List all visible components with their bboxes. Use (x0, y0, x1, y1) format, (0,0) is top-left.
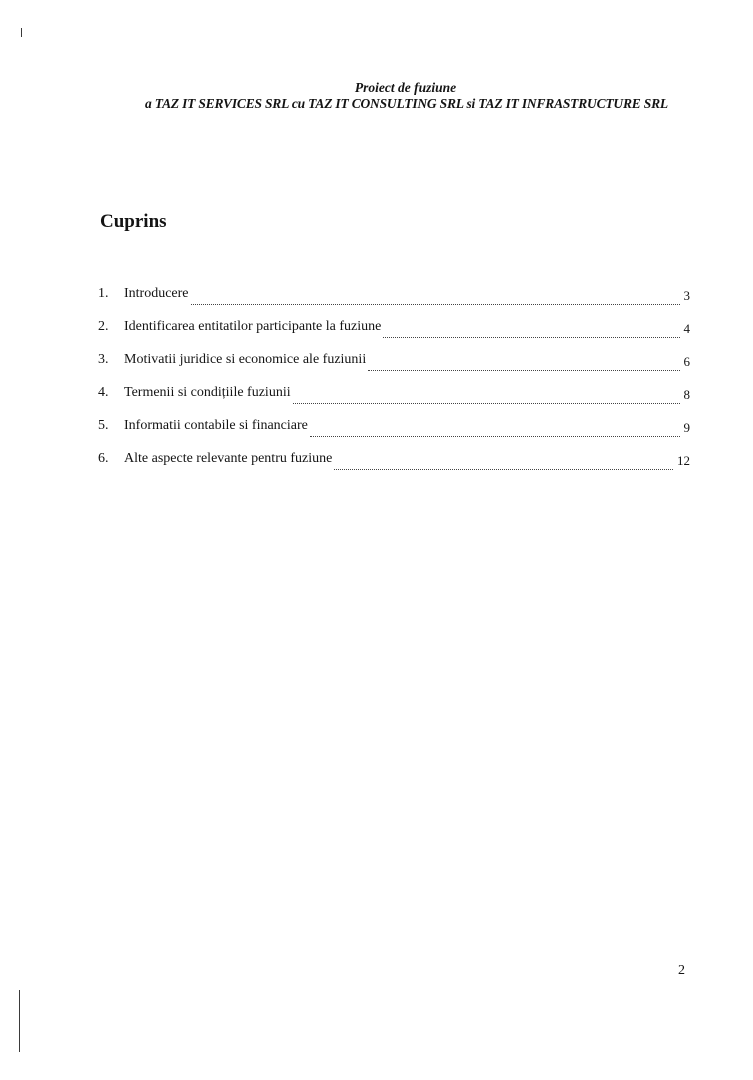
toc-dot-leader (310, 435, 680, 437)
toc-item (98, 383, 690, 416)
toc-dot-leader (383, 336, 679, 338)
toc-dot-leader (191, 303, 680, 305)
toc-item-number: 2. (98, 319, 109, 334)
toc-item-number: 1. (98, 286, 109, 301)
toc-item-label: Alte aspecte relevante pentru fuziune (124, 451, 333, 466)
toc-item-page: 8 (683, 387, 690, 402)
document-header (0, 80, 753, 112)
toc-item-number: 6. (98, 451, 109, 466)
toc-item-label: Identificarea entitatilor participante la fuziune (124, 319, 382, 334)
toc-dot-leader (334, 468, 673, 470)
toc-item-page: 3 (683, 288, 690, 303)
toc-item-number: 5. (98, 418, 109, 433)
toc-item (98, 416, 690, 449)
toc-item-number: 3. (98, 352, 109, 367)
toc-item-label: Motivatii juridice si economice ale fuziunii (124, 352, 367, 367)
toc-dot-leader (368, 369, 679, 371)
toc-item-label: Introducere (124, 286, 189, 301)
toc-item (98, 350, 690, 383)
scan-mark-bottom (19, 990, 20, 1052)
toc-item-page: 9 (683, 420, 690, 435)
page-number: 2 (678, 963, 685, 978)
toc-item-page: 6 (683, 354, 690, 369)
toc-item-page: 12 (677, 453, 690, 468)
toc-item-page: 4 (683, 321, 690, 336)
toc-item (98, 284, 690, 317)
toc-title: Cuprins (100, 211, 167, 232)
scan-mark-top (21, 28, 22, 37)
toc-item (98, 449, 690, 482)
table-of-contents (98, 284, 690, 482)
toc-item (98, 317, 690, 350)
header-title: Proiect de fuziune (354, 80, 457, 95)
toc-item-label: Informatii contabile si financiare (124, 418, 308, 433)
toc-item-label: Termenii si condițiile fuziunii (124, 385, 291, 400)
toc-item-number: 4. (98, 385, 109, 400)
header-subtitle: a TAZ IT SERVICES SRL cu TAZ IT CONSULTING SRL si TAZ IT INFRASTRUCTURE SRL (145, 96, 668, 111)
toc-dot-leader (293, 402, 680, 404)
